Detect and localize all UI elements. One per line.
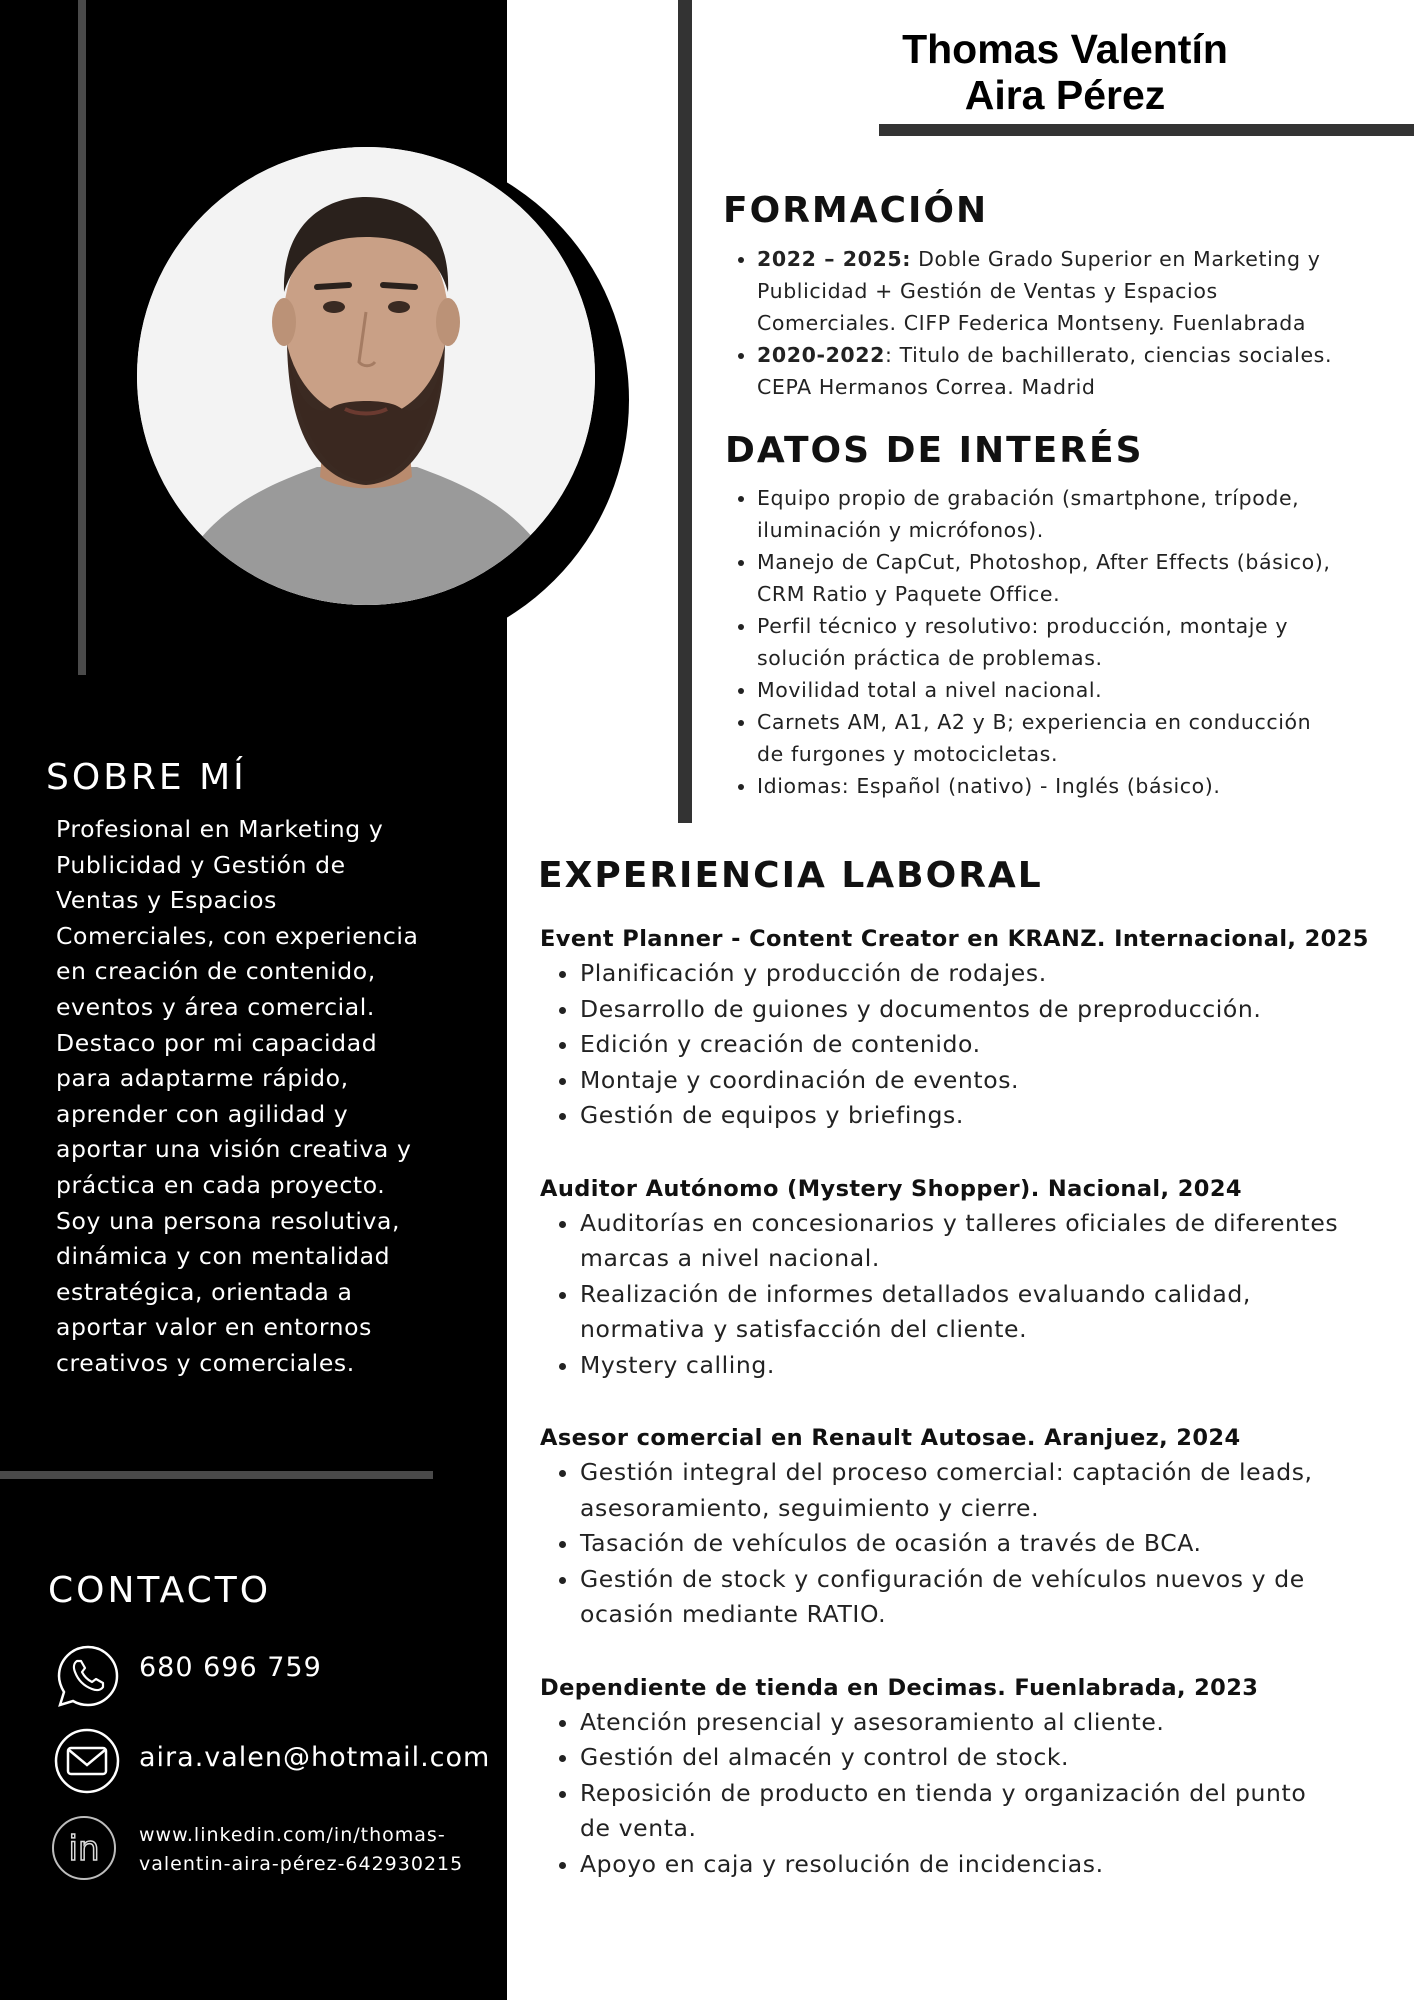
list-item bbox=[757, 770, 1407, 802]
list-item bbox=[757, 706, 1407, 770]
duty-text: Mystery calling. bbox=[580, 1350, 775, 1379]
list-item bbox=[757, 546, 1407, 610]
about-line: dinámica y con mentalidad bbox=[56, 1242, 391, 1271]
content-vertical-divider bbox=[678, 0, 692, 823]
job-duties bbox=[540, 956, 1380, 1134]
list-item bbox=[580, 1847, 1380, 1883]
datos-text: Manejo de CapCut, Photoshop, After Effects (básico), bbox=[757, 550, 1331, 574]
sidebar-horizontal-divider bbox=[0, 1471, 433, 1479]
contact-phone[interactable]: 680 696 759 bbox=[139, 1652, 322, 1683]
about-line: aprender con agilidad y bbox=[56, 1099, 349, 1128]
about-line: estratégica, orientada a bbox=[56, 1277, 353, 1306]
about-line: para adaptarme rápido, bbox=[56, 1064, 349, 1093]
datos-list bbox=[729, 482, 1407, 802]
formacion-title: FORMACIÓN bbox=[723, 190, 989, 231]
datos-text: Carnets AM, A1, A2 y B; experiencia en conducción bbox=[757, 710, 1312, 734]
datos-text: Idiomas: Español (nativo) - Inglés (básico). bbox=[757, 774, 1221, 798]
about-line: creativos y comerciales. bbox=[56, 1348, 355, 1377]
datos-text: Perfil técnico y resolutivo: producción, montaje y bbox=[757, 614, 1289, 638]
job-entry bbox=[540, 1671, 1380, 1883]
list-item bbox=[580, 1705, 1380, 1741]
page-title bbox=[850, 26, 1280, 118]
formacion-text: CEPA Hermanos Correa. Madrid bbox=[757, 375, 1096, 399]
list-item bbox=[580, 1740, 1380, 1776]
job-entry bbox=[540, 1421, 1380, 1633]
contact-email[interactable]: aira.valen@hotmail.com bbox=[139, 1742, 491, 1773]
duty-text: Reposición de producto en tienda y organización del punto bbox=[580, 1778, 1307, 1807]
experience-section bbox=[540, 922, 1380, 1920]
list-item bbox=[580, 1348, 1380, 1384]
name-underline bbox=[879, 124, 1414, 136]
duty-text: Desarrollo de guiones y documentos de preproducción. bbox=[580, 994, 1262, 1023]
list-item bbox=[580, 1063, 1380, 1099]
about-line: Comerciales, con experiencia bbox=[56, 921, 419, 950]
list-item bbox=[580, 1562, 1380, 1633]
duty-text: Edición y creación de contenido. bbox=[580, 1030, 981, 1058]
about-line: Ventas y Espacios bbox=[56, 886, 277, 915]
formacion-year: 2020-2022 bbox=[757, 343, 886, 367]
about-line: en creación de contenido, bbox=[56, 957, 376, 986]
linkedin-line: valentin-aira-pérez-642930215 bbox=[139, 1853, 464, 1875]
list-item bbox=[580, 1206, 1380, 1277]
duty-text: marcas a nivel nacional. bbox=[580, 1244, 880, 1272]
datos-text: Movilidad total a nivel nacional. bbox=[757, 678, 1103, 702]
list-item bbox=[757, 243, 1397, 339]
job-title: Dependiente de tienda en Decimas. Fuenlabrada, 2023 bbox=[540, 1674, 1259, 1701]
linkedin-line: www.linkedin.com/in/thomas- bbox=[139, 1824, 446, 1846]
job-title: Event Planner - Content Creator en KRANZ. Internacional, 2025 bbox=[540, 926, 1369, 952]
about-line: Destaco por mi capacidad bbox=[56, 1028, 378, 1057]
datos-text: de furgones y motocicletas. bbox=[757, 742, 1059, 766]
job-duties bbox=[540, 1455, 1380, 1633]
about-text bbox=[56, 812, 456, 1382]
job-entry bbox=[540, 1172, 1380, 1384]
list-item bbox=[580, 1277, 1380, 1348]
about-line: práctica en cada proyecto. bbox=[56, 1170, 386, 1199]
about-line: Publicidad y Gestión de bbox=[56, 850, 346, 879]
datos-title: DATOS DE INTERÉS bbox=[725, 430, 1144, 471]
duty-text: Montaje y coordinación de eventos. bbox=[580, 1065, 1020, 1094]
list-item bbox=[580, 1776, 1380, 1847]
duty-text: Gestión de stock y configuración de vehículos nuevos y de bbox=[580, 1564, 1305, 1593]
formacion-year: 2022 – 2025: bbox=[757, 247, 912, 271]
duty-text: Tasación de vehículos de ocasión a través de BCA. bbox=[580, 1529, 1202, 1557]
duty-text: Gestión integral del proceso comercial: captación de leads, bbox=[580, 1458, 1313, 1486]
list-item bbox=[757, 482, 1407, 546]
formacion-text: Comerciales. CIFP Federica Montseny. Fuenlabrada bbox=[757, 311, 1307, 335]
list-item bbox=[580, 1027, 1380, 1063]
list-item bbox=[580, 1098, 1380, 1134]
about-title: SOBRE MÍ bbox=[46, 757, 247, 798]
job-entry bbox=[540, 922, 1380, 1134]
formacion-text: Doble Grado Superior en Marketing y bbox=[911, 247, 1321, 271]
list-item bbox=[580, 1526, 1380, 1562]
sidebar-vertical-divider bbox=[78, 0, 86, 675]
datos-text: Equipo propio de grabación (smartphone, trípode, bbox=[757, 486, 1300, 510]
about-line: Soy una persona resolutiva, bbox=[56, 1206, 401, 1235]
contact-linkedin[interactable] bbox=[139, 1821, 463, 1879]
list-item bbox=[757, 339, 1397, 403]
duty-text: Apoyo en caja y resolución de incidencias. bbox=[580, 1849, 1104, 1878]
experiencia-title: EXPERIENCIA LABORAL bbox=[538, 855, 1043, 896]
formacion-list bbox=[729, 243, 1397, 403]
formacion-text: : Titulo de bachillerato, ciencias sociales. bbox=[885, 343, 1333, 367]
duty-text: asesoramiento, seguimiento y cierre. bbox=[580, 1493, 1040, 1522]
linkedin-icon bbox=[51, 1815, 117, 1881]
person-icon bbox=[137, 147, 595, 605]
name-line-1: Thomas Valentín bbox=[902, 26, 1228, 72]
datos-text: CRM Ratio y Paquete Office. bbox=[757, 582, 1061, 606]
list-item bbox=[757, 674, 1407, 706]
duty-text: ocasión mediante RATIO. bbox=[580, 1600, 887, 1628]
list-item bbox=[580, 992, 1380, 1028]
duty-text: Planificación y producción de rodajes. bbox=[580, 959, 1047, 987]
datos-text: iluminación y micrófonos). bbox=[757, 518, 1044, 542]
duty-text: de venta. bbox=[580, 1814, 697, 1842]
formacion-text: Publicidad + Gestión de Ventas y Espacios bbox=[757, 279, 1218, 303]
duty-text: Gestión del almacén y control de stock. bbox=[580, 1743, 1070, 1771]
profile-photo bbox=[137, 147, 595, 605]
datos-text: solución práctica de problemas. bbox=[757, 646, 1103, 670]
whatsapp-icon bbox=[55, 1643, 121, 1709]
svg-text:in: in bbox=[68, 1829, 100, 1869]
list-item bbox=[580, 1455, 1380, 1526]
duty-text: Realización de informes detallados evaluando calidad, bbox=[580, 1279, 1251, 1308]
about-line: aportar valor en entornos bbox=[56, 1313, 372, 1342]
list-item bbox=[757, 610, 1407, 674]
contact-title: CONTACTO bbox=[48, 1570, 272, 1611]
duty-text: Auditorías en concesionarios y talleres oficiales de diferentes bbox=[580, 1208, 1339, 1237]
about-line: Profesional en Marketing y bbox=[56, 815, 384, 843]
job-title: Auditor Autónomo (Mystery Shopper). Nacional, 2024 bbox=[540, 1175, 1242, 1202]
duty-text: normativa y satisfacción del cliente. bbox=[580, 1315, 1028, 1343]
duty-text: Gestión de equipos y briefings. bbox=[580, 1101, 964, 1129]
job-duties bbox=[540, 1206, 1380, 1384]
job-duties bbox=[540, 1705, 1380, 1883]
list-item bbox=[580, 956, 1380, 992]
about-line: aportar una visión creativa y bbox=[56, 1135, 412, 1164]
about-line: eventos y área comercial. bbox=[56, 992, 375, 1021]
job-title: Asesor comercial en Renault Autosae. Aranjuez, 2024 bbox=[540, 1425, 1241, 1451]
name-line-2: Aira Pérez bbox=[964, 72, 1166, 118]
duty-text: Atención presencial y asesoramiento al cliente. bbox=[580, 1707, 1165, 1736]
mail-icon bbox=[54, 1728, 120, 1794]
